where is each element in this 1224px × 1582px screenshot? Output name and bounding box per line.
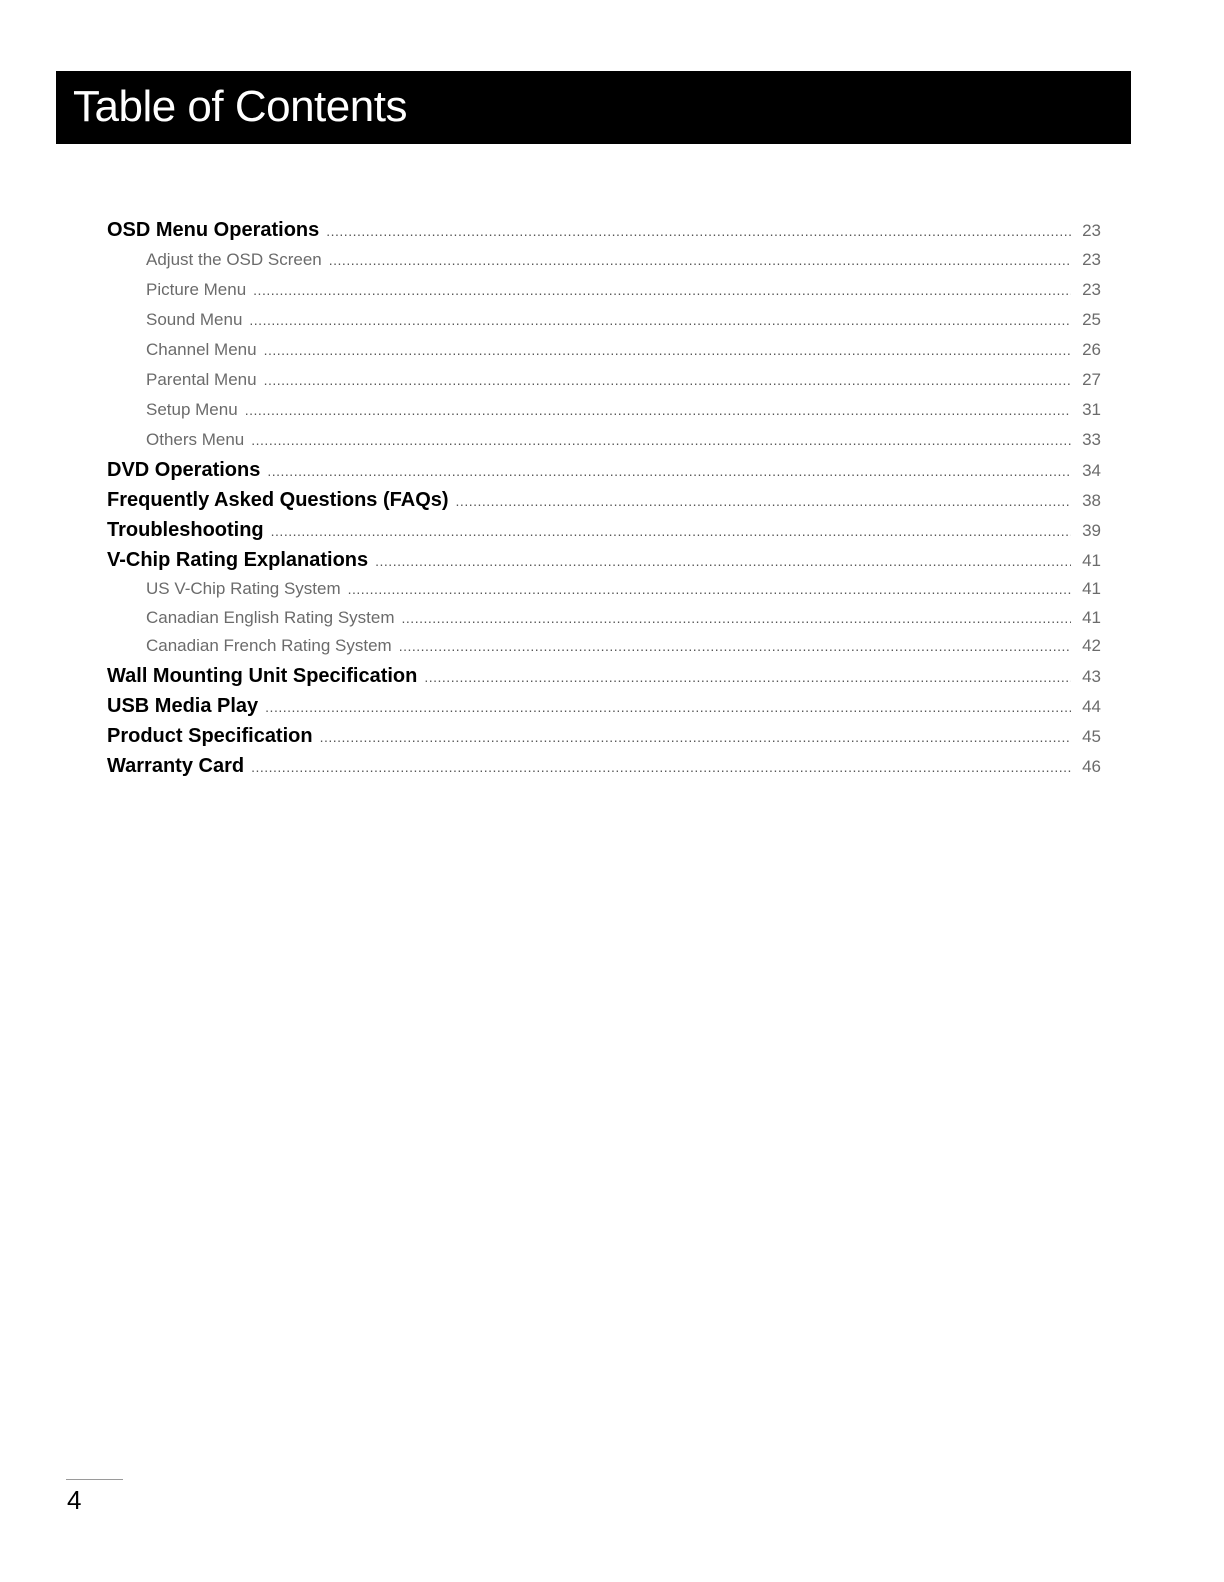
dot-leader — [375, 546, 1071, 576]
toc-entry-title: Canadian English Rating System — [146, 607, 395, 627]
toc-entry-page: 42 — [1082, 636, 1101, 656]
dot-leader — [402, 604, 1071, 633]
dot-leader — [265, 692, 1071, 722]
toc-entry-title: Troubleshooting — [107, 519, 264, 541]
dot-leader — [251, 752, 1071, 782]
header-bar — [56, 71, 1131, 144]
toc-entry-page: 43 — [1082, 666, 1101, 686]
toc-entry-troubleshooting[interactable] — [107, 515, 1101, 545]
toc-entry-title: US V-Chip Rating System — [146, 579, 341, 598]
dot-leader — [399, 632, 1071, 661]
page-number: 4 — [67, 1485, 82, 1515]
toc-entry-setup-menu[interactable] — [107, 395, 1101, 425]
toc-entry-dvd-operations[interactable] — [107, 455, 1101, 485]
toc-entry-parental-menu[interactable] — [107, 365, 1101, 395]
toc-entry-others-menu[interactable] — [107, 425, 1101, 455]
dot-leader — [320, 722, 1071, 752]
toc-entry-page: 41 — [1082, 551, 1101, 570]
toc-entry-page: 38 — [1082, 491, 1101, 510]
table-of-contents — [107, 215, 1101, 781]
toc-entry-picture-menu[interactable] — [107, 275, 1101, 305]
toc-entry-page: 23 — [1082, 221, 1101, 240]
toc-entry-title: Channel Menu — [146, 340, 257, 359]
toc-entry-title: Adjust the OSD Screen — [146, 250, 322, 269]
toc-entry-title: Wall Mounting Unit Specification — [107, 664, 418, 687]
toc-entry-title: Canadian French Rating System — [146, 636, 392, 656]
dot-leader — [348, 575, 1071, 604]
dot-leader — [424, 662, 1071, 692]
page-title: Table of Contents — [73, 82, 407, 131]
dot-leader — [245, 395, 1071, 425]
toc-entry-title: Warranty Card — [107, 754, 245, 777]
toc-entry-page: 23 — [1082, 250, 1101, 269]
toc-entry-title: Setup Menu — [146, 400, 238, 419]
toc-entry-title: DVD Operations — [107, 459, 261, 481]
toc-entry-title: OSD Menu Operations — [107, 219, 320, 241]
toc-entry-page: 34 — [1082, 461, 1101, 480]
toc-entry-page: 39 — [1082, 521, 1101, 540]
toc-entry-page: 27 — [1082, 370, 1101, 389]
toc-entry-sound-menu[interactable] — [107, 305, 1101, 335]
toc-entry-title: USB Media Play — [107, 694, 259, 717]
dot-leader — [329, 245, 1071, 275]
toc-entry-page: 23 — [1082, 280, 1101, 299]
dot-leader — [456, 486, 1071, 516]
toc-entry-page: 46 — [1082, 756, 1101, 776]
toc-entry-title: V-Chip Rating Explanations — [107, 549, 369, 571]
toc-entry-page: 26 — [1082, 340, 1101, 359]
toc-entry-page: 41 — [1082, 579, 1101, 598]
toc-entry-page: 31 — [1082, 400, 1101, 419]
toc-entry-title: Product Specification — [107, 724, 313, 747]
toc-entry-adjust-the-osd-screen[interactable] — [107, 245, 1101, 275]
toc-entry-canadian-english-rating-system[interactable] — [107, 604, 1101, 633]
dot-leader — [251, 425, 1071, 455]
toc-entry-channel-menu[interactable] — [107, 335, 1101, 365]
toc-entry-faqs[interactable] — [107, 485, 1101, 515]
footer-divider — [66, 1479, 123, 1480]
toc-entry-page: 45 — [1082, 726, 1101, 746]
dot-leader — [271, 516, 1071, 546]
dot-leader — [326, 216, 1071, 246]
toc-entry-product-specification[interactable] — [107, 721, 1101, 751]
toc-entry-page: 44 — [1082, 696, 1101, 716]
toc-entry-title: Picture Menu — [146, 280, 247, 299]
toc-entry-warranty-card[interactable] — [107, 751, 1101, 781]
dot-leader — [264, 365, 1071, 395]
toc-entry-us-v-chip-rating-system[interactable] — [107, 575, 1101, 604]
toc-entry-page: 25 — [1082, 310, 1101, 329]
toc-entry-osd-menu-operations[interactable] — [107, 215, 1101, 245]
toc-entry-title: Sound Menu — [146, 310, 243, 329]
dot-leader — [253, 275, 1071, 305]
toc-entry-wall-mounting-unit-specification[interactable] — [107, 661, 1101, 691]
toc-entry-usb-media-play[interactable] — [107, 691, 1101, 721]
dot-leader — [264, 335, 1071, 365]
dot-leader — [267, 456, 1071, 486]
toc-entry-canadian-french-rating-system[interactable] — [107, 632, 1101, 661]
toc-entry-v-chip-rating-explanations[interactable] — [107, 545, 1101, 575]
toc-entry-title: Frequently Asked Questions (FAQs) — [107, 489, 449, 511]
toc-entry-page: 41 — [1082, 607, 1101, 627]
toc-entry-title: Others Menu — [146, 430, 245, 449]
toc-entry-page: 33 — [1082, 430, 1101, 449]
toc-entry-title: Parental Menu — [146, 370, 257, 389]
dot-leader — [249, 305, 1071, 335]
